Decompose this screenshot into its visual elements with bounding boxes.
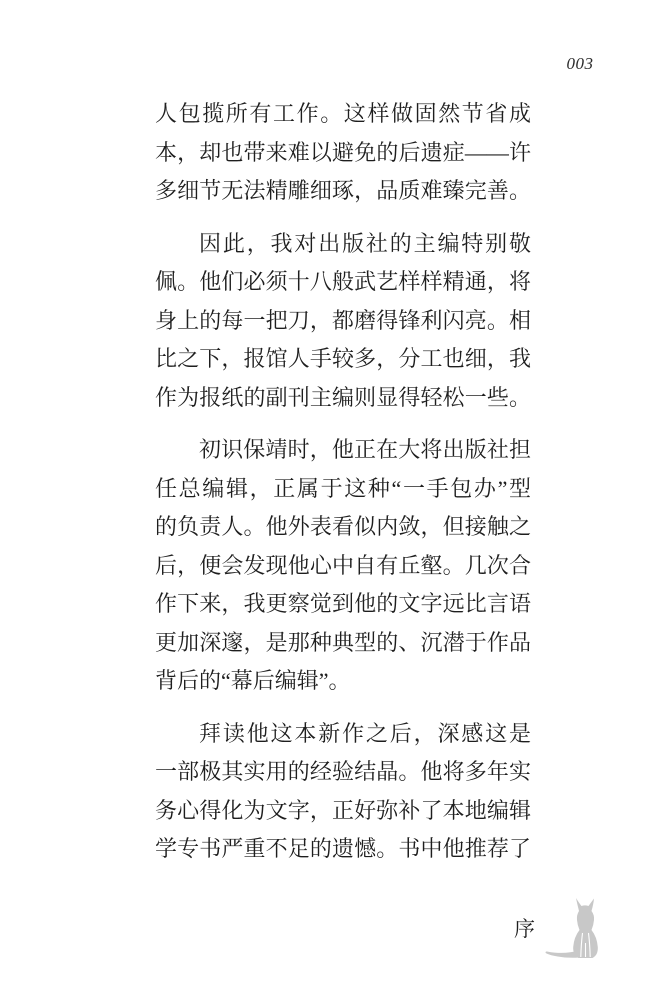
- text-line: 后，便会发现他心中自有丘壑。几次合: [155, 552, 531, 578]
- body-text: [155, 95, 531, 869]
- text-line: 背后的“幕后编辑”。: [155, 668, 351, 693]
- text-line: 因此，我对出版社的主编特别敬: [199, 230, 531, 256]
- text-line: 初识保靖时，他正在大将出版社担: [199, 437, 531, 462]
- text-line: 作为报纸的副刊主编则显得轻松一些。: [155, 384, 531, 410]
- paragraph: [155, 431, 531, 701]
- paragraph: [155, 715, 531, 869]
- text-line: 务心得化为文字，正好弥补了本地编辑: [155, 797, 531, 823]
- paragraph: [155, 95, 531, 211]
- text-line: 一部极其实用的经验结晶。他将多年实: [155, 759, 531, 784]
- text-line: 佩。他们必须十八般武艺样样精通，将: [155, 269, 531, 294]
- text-line: 比之下，报馆人手较多，分工也细，我: [155, 346, 531, 371]
- text-line: 更加深邃，是那种典型的、沉潜于作品: [155, 629, 531, 655]
- text-line: 拜读他这本新作之后，深感这是: [199, 720, 531, 746]
- paragraph: [155, 225, 531, 418]
- page-number: 003: [566, 54, 594, 73]
- text-line: 的负责人。他外表看似内敛，但接触之: [155, 514, 531, 539]
- section-label: 序: [514, 917, 535, 941]
- text-line: 多细节无法精雕细琢，品质难臻完善。: [155, 178, 531, 203]
- text-line: 人包揽所有工作。这样做固然节省成: [155, 101, 531, 126]
- text-line: 学专书严重不足的遗憾。书中他推荐了: [155, 836, 531, 861]
- text-line: 身上的每一把刀，都磨得锋利闪亮。相: [155, 307, 531, 333]
- text-line: 本，却也带来难以避免的后遗症——许: [155, 139, 531, 165]
- text-line: 作下来，我更察觉到他的文字远比言语: [155, 591, 531, 616]
- cat-silhouette-icon: [543, 895, 603, 963]
- text-line: 任总编辑，正属于这种“一手包办”型: [155, 475, 531, 501]
